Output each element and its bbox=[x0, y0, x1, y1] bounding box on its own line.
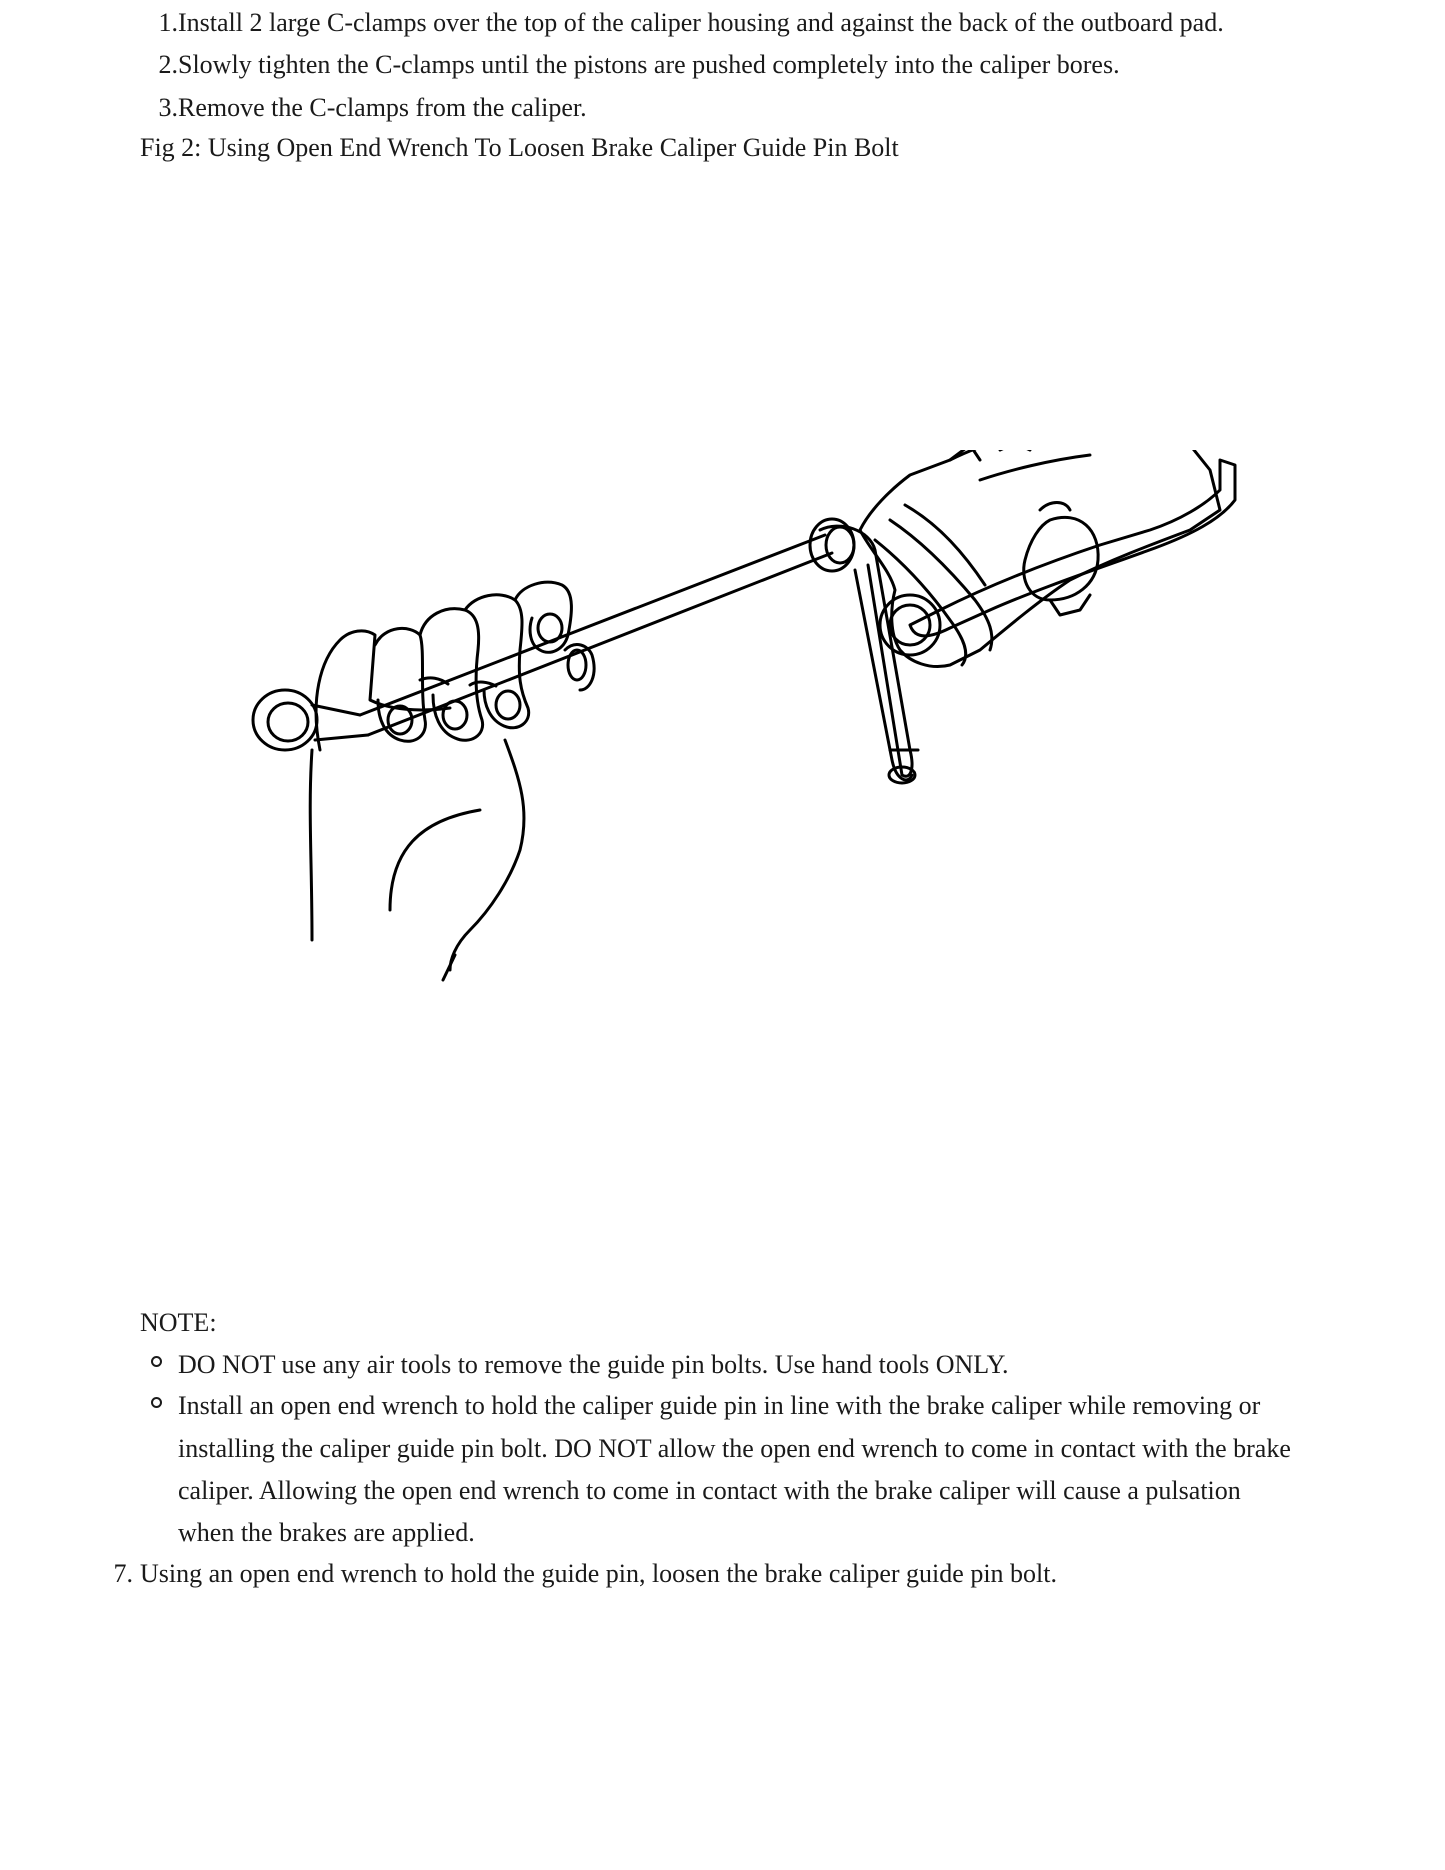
palm-line bbox=[390, 810, 480, 910]
hand-outline bbox=[316, 631, 450, 750]
caliper-body bbox=[860, 450, 1220, 667]
bullet-icon bbox=[151, 1356, 162, 1367]
wrist-line bbox=[310, 750, 312, 940]
bullet-icon bbox=[151, 1397, 162, 1408]
thumb-outline bbox=[450, 740, 524, 970]
step-number: 7. bbox=[113, 1559, 133, 1588]
substep-text: Slowly tighten the C-clamps until the pistons are pushed completely into the caliper bores. bbox=[178, 50, 1120, 79]
substep-text: Remove the C-clamps from the caliper. bbox=[178, 93, 587, 122]
note-item: DO NOT use any air tools to remove the guide pin bolts. Use hand tools ONLY. bbox=[178, 1350, 1009, 1379]
substep-text: Install 2 large C-clamps over the top of the caliper housing and against the back of the outboard pad. bbox=[178, 8, 1224, 37]
note-item-line: Install an open end wrench to hold the caliper guide pin in line with the brake caliper while removing or bbox=[178, 1391, 1261, 1420]
note-item-line: caliper. Allowing the open end wrench to come in contact with the brake caliper will cause a pulsation bbox=[178, 1476, 1241, 1505]
substep-number: 2. bbox=[158, 50, 178, 79]
brake-pad bbox=[910, 460, 1235, 636]
substep-number: 1. bbox=[158, 8, 178, 37]
substep-number: 3. bbox=[158, 93, 178, 122]
step-text: Using an open end wrench to hold the guide pin, loosen the brake caliper guide pin bolt. bbox=[140, 1559, 1057, 1588]
wrench-handle bbox=[360, 535, 825, 715]
note-item-line: installing the caliper guide pin bolt. DO NOT allow the open end wrench to come in contact with the brake bbox=[178, 1434, 1291, 1463]
figure-caption: Fig 2: Using Open End Wrench To Loosen Brake Caliper Guide Pin Bolt bbox=[140, 133, 899, 162]
fingernail bbox=[496, 691, 520, 719]
finger bbox=[420, 609, 483, 741]
finger bbox=[375, 628, 425, 741]
note-item-line: when the brakes are applied. bbox=[178, 1518, 475, 1547]
wrench-caliper-illustration bbox=[250, 450, 1240, 990]
note-label: NOTE: bbox=[140, 1308, 217, 1337]
